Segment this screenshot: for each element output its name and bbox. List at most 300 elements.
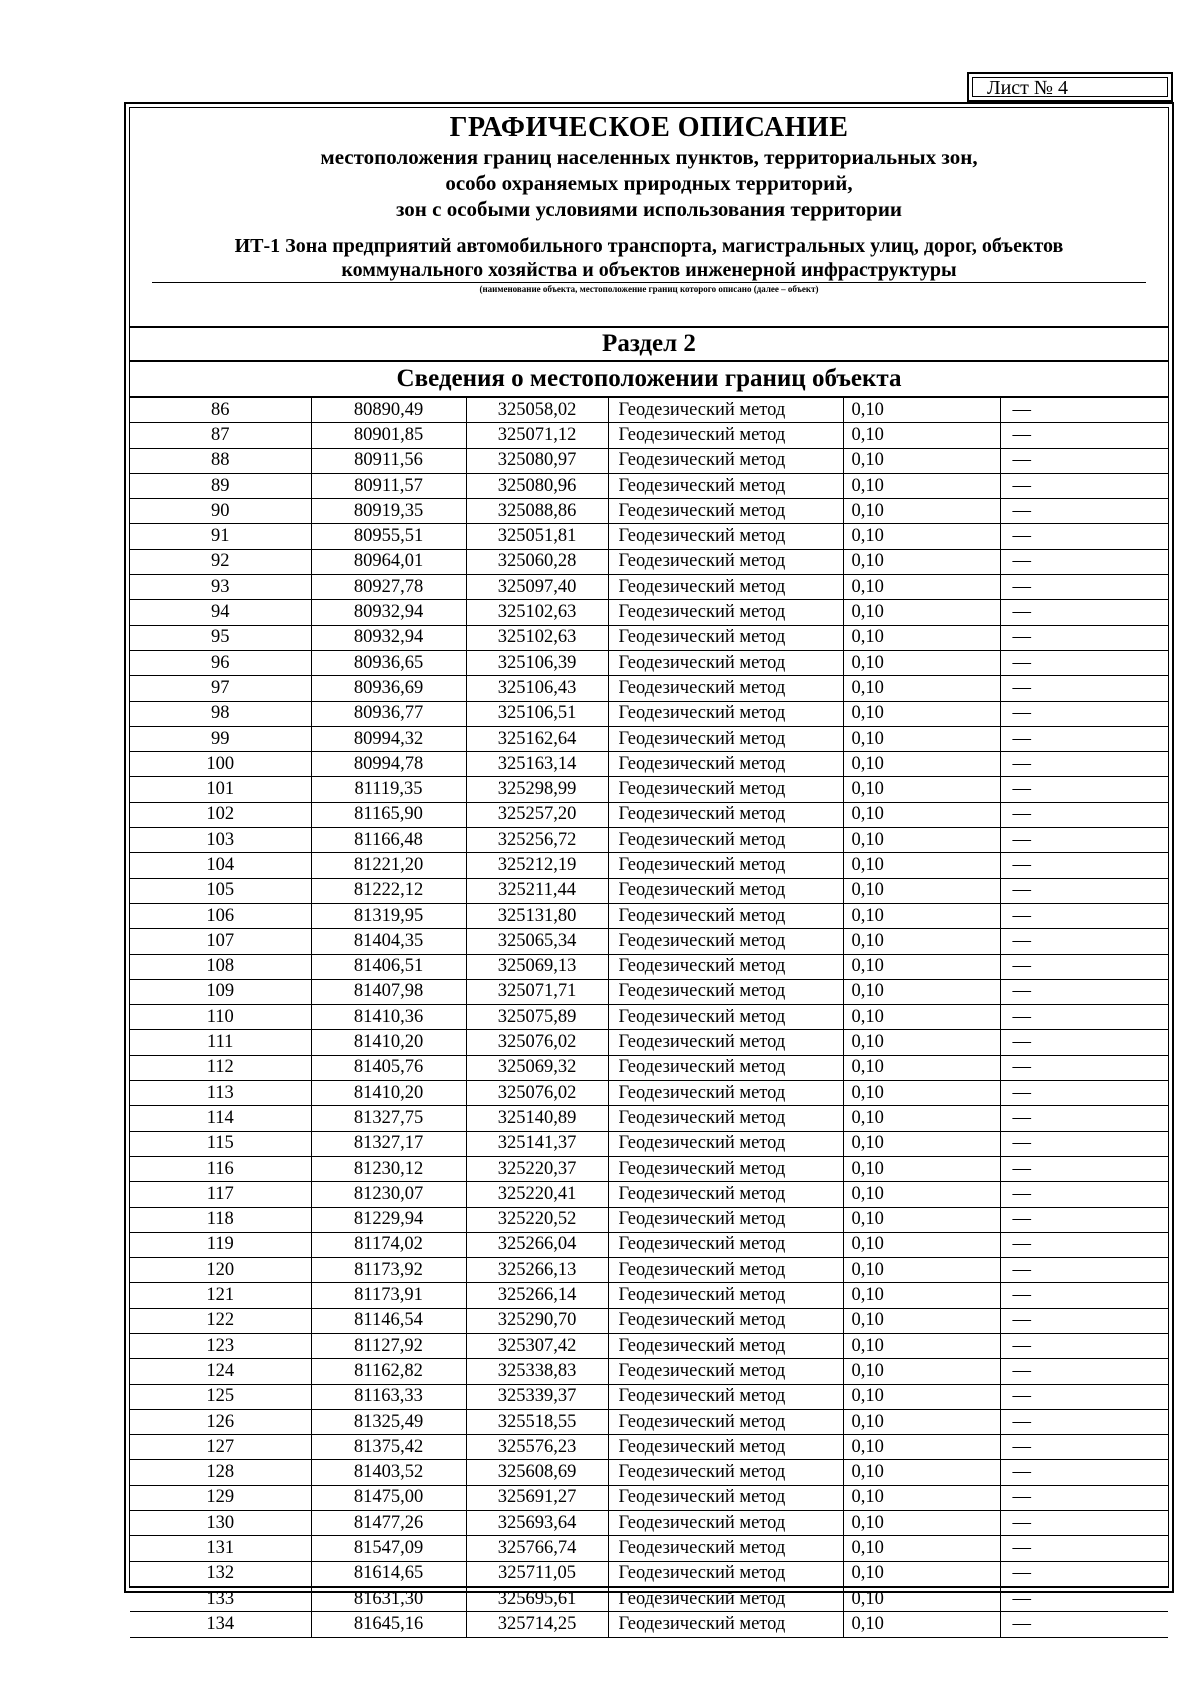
table-row xyxy=(130,398,1168,423)
table-row xyxy=(130,903,1168,928)
accuracy-cell: 0,10 xyxy=(843,549,1000,574)
table-row xyxy=(130,1460,1168,1485)
y-coordinate-cell: 325257,20 xyxy=(466,802,608,827)
accuracy-cell: 0,10 xyxy=(843,752,1000,777)
table-row xyxy=(130,1232,1168,1257)
point-number-cell: 121 xyxy=(130,1283,311,1308)
point-number-cell: 123 xyxy=(130,1333,311,1358)
y-coordinate-cell: 325076,02 xyxy=(466,1081,608,1106)
accuracy-cell: 0,10 xyxy=(843,853,1000,878)
y-coordinate-cell: 325076,02 xyxy=(466,1030,608,1055)
table-row xyxy=(130,650,1168,675)
method-cell: Геодезический метод xyxy=(608,1536,843,1561)
y-coordinate-cell: 325106,39 xyxy=(466,650,608,675)
point-number-cell: 86 xyxy=(130,398,311,423)
x-coordinate-cell: 81404,35 xyxy=(311,929,466,954)
table-row xyxy=(130,575,1168,600)
method-cell: Геодезический метод xyxy=(608,1308,843,1333)
table-row xyxy=(130,448,1168,473)
description-cell: — xyxy=(1000,1561,1168,1586)
description-cell: — xyxy=(1000,1030,1168,1055)
y-coordinate-cell: 325071,12 xyxy=(466,423,608,448)
description-cell: — xyxy=(1000,777,1168,802)
subtitle-line: зон с особыми условиями использования территории xyxy=(395,197,903,221)
point-number-cell: 94 xyxy=(130,600,311,625)
x-coordinate-cell: 80964,01 xyxy=(311,549,466,574)
accuracy-cell: 0,10 xyxy=(843,398,1000,423)
point-number-cell: 125 xyxy=(130,1384,311,1409)
point-number-cell: 108 xyxy=(130,954,311,979)
description-cell: — xyxy=(1000,954,1168,979)
point-number-cell: 120 xyxy=(130,1258,311,1283)
accuracy-cell: 0,10 xyxy=(843,777,1000,802)
section-heading: Сведения о местоположении границ объекта xyxy=(130,362,1168,398)
table-row xyxy=(130,1536,1168,1561)
document-frame xyxy=(124,102,1174,1634)
method-cell: Геодезический метод xyxy=(608,625,843,650)
accuracy-cell: 0,10 xyxy=(843,473,1000,498)
x-coordinate-cell: 81614,65 xyxy=(311,1561,466,1586)
method-cell: Геодезический метод xyxy=(608,929,843,954)
accuracy-cell: 0,10 xyxy=(843,1435,1000,1460)
accuracy-cell: 0,10 xyxy=(843,625,1000,650)
document-title: ГРАФИЧЕСКОЕ ОПИСАНИЕ xyxy=(449,112,849,143)
method-cell: Геодезический метод xyxy=(608,1207,843,1232)
x-coordinate-cell: 81375,42 xyxy=(311,1435,466,1460)
y-coordinate-cell: 325693,64 xyxy=(466,1511,608,1536)
method-cell: Геодезический метод xyxy=(608,1511,843,1536)
x-coordinate-cell: 80932,94 xyxy=(311,625,466,650)
x-coordinate-cell: 81645,16 xyxy=(311,1612,466,1637)
object-name-line: ИТ-1 Зона предприятий автомобильного транспорта, магистральных улиц, дорог, объектов xyxy=(234,235,1064,257)
point-number-cell: 114 xyxy=(130,1106,311,1131)
method-cell: Геодезический метод xyxy=(608,1081,843,1106)
table-row xyxy=(130,1561,1168,1586)
accuracy-cell: 0,10 xyxy=(843,1485,1000,1510)
x-coordinate-cell: 81165,90 xyxy=(311,802,466,827)
x-coordinate-cell: 81173,92 xyxy=(311,1258,466,1283)
x-coordinate-cell: 81410,20 xyxy=(311,1081,466,1106)
accuracy-cell: 0,10 xyxy=(843,1511,1000,1536)
x-coordinate-cell: 80911,56 xyxy=(311,448,466,473)
x-coordinate-cell: 81327,75 xyxy=(311,1106,466,1131)
x-coordinate-cell: 81475,00 xyxy=(311,1485,466,1510)
method-cell: Геодезический метод xyxy=(608,1409,843,1434)
accuracy-cell: 0,10 xyxy=(843,1030,1000,1055)
y-coordinate-cell: 325071,71 xyxy=(466,979,608,1004)
point-number-cell: 126 xyxy=(130,1409,311,1434)
description-cell: — xyxy=(1000,1536,1168,1561)
point-number-cell: 101 xyxy=(130,777,311,802)
y-coordinate-cell: 325075,89 xyxy=(466,1005,608,1030)
method-cell: Геодезический метод xyxy=(608,1359,843,1384)
document-inner-frame xyxy=(129,107,1169,1634)
accuracy-cell: 0,10 xyxy=(843,726,1000,751)
y-coordinate-cell: 325140,89 xyxy=(466,1106,608,1131)
table-row xyxy=(130,752,1168,777)
x-coordinate-cell: 81319,95 xyxy=(311,903,466,928)
section-label: Раздел 2 xyxy=(130,328,1168,362)
table-row xyxy=(130,701,1168,726)
method-cell: Геодезический метод xyxy=(608,1131,843,1156)
description-cell: — xyxy=(1000,398,1168,423)
accuracy-cell: 0,10 xyxy=(843,1232,1000,1257)
point-number-cell: 102 xyxy=(130,802,311,827)
y-coordinate-cell: 325290,70 xyxy=(466,1308,608,1333)
table-row xyxy=(130,853,1168,878)
y-coordinate-cell: 325102,63 xyxy=(466,625,608,650)
y-coordinate-cell: 325576,23 xyxy=(466,1435,608,1460)
method-cell: Геодезический метод xyxy=(608,802,843,827)
y-coordinate-cell: 325069,32 xyxy=(466,1055,608,1080)
y-coordinate-cell: 325088,86 xyxy=(466,499,608,524)
description-cell: — xyxy=(1000,1460,1168,1485)
table-row xyxy=(130,1384,1168,1409)
description-cell: — xyxy=(1000,929,1168,954)
method-cell: Геодезический метод xyxy=(608,1333,843,1358)
y-coordinate-cell: 325220,52 xyxy=(466,1207,608,1232)
y-coordinate-cell: 325266,04 xyxy=(466,1232,608,1257)
table-row xyxy=(130,1359,1168,1384)
accuracy-cell: 0,10 xyxy=(843,929,1000,954)
description-cell: — xyxy=(1000,1232,1168,1257)
y-coordinate-cell: 325220,37 xyxy=(466,1156,608,1181)
point-number-cell: 132 xyxy=(130,1561,311,1586)
table-row xyxy=(130,1283,1168,1308)
accuracy-cell: 0,10 xyxy=(843,1182,1000,1207)
table-row xyxy=(130,929,1168,954)
x-coordinate-cell: 81127,92 xyxy=(311,1333,466,1358)
method-cell: Геодезический метод xyxy=(608,600,843,625)
table-row xyxy=(130,1485,1168,1510)
x-coordinate-cell: 81163,33 xyxy=(311,1384,466,1409)
y-coordinate-cell: 325266,13 xyxy=(466,1258,608,1283)
x-coordinate-cell: 80890,49 xyxy=(311,398,466,423)
description-cell: — xyxy=(1000,1081,1168,1106)
y-coordinate-cell: 325131,80 xyxy=(466,903,608,928)
sheet-number: Лист № 4 xyxy=(972,77,1168,97)
x-coordinate-cell: 80901,85 xyxy=(311,423,466,448)
table-row xyxy=(130,1612,1168,1637)
x-coordinate-cell: 80911,57 xyxy=(311,473,466,498)
method-cell: Геодезический метод xyxy=(608,954,843,979)
accuracy-cell: 0,10 xyxy=(843,903,1000,928)
table-row xyxy=(130,524,1168,549)
description-cell: — xyxy=(1000,1384,1168,1409)
y-coordinate-cell: 325711,05 xyxy=(466,1561,608,1586)
point-number-cell: 107 xyxy=(130,929,311,954)
accuracy-cell: 0,10 xyxy=(843,1333,1000,1358)
method-cell: Геодезический метод xyxy=(608,878,843,903)
description-cell: — xyxy=(1000,1182,1168,1207)
accuracy-cell: 0,10 xyxy=(843,448,1000,473)
accuracy-cell: 0,10 xyxy=(843,1359,1000,1384)
point-number-cell: 133 xyxy=(130,1586,311,1611)
description-cell: — xyxy=(1000,600,1168,625)
table-row xyxy=(130,1005,1168,1030)
point-number-cell: 129 xyxy=(130,1485,311,1510)
y-coordinate-cell: 325339,37 xyxy=(466,1384,608,1409)
y-coordinate-cell: 325051,81 xyxy=(466,524,608,549)
table-row xyxy=(130,1258,1168,1283)
description-cell: — xyxy=(1000,575,1168,600)
point-number-cell: 103 xyxy=(130,828,311,853)
x-coordinate-cell: 81229,94 xyxy=(311,1207,466,1232)
method-cell: Геодезический метод xyxy=(608,1156,843,1181)
coordinates-table-body xyxy=(130,398,1168,1637)
y-coordinate-cell: 325065,34 xyxy=(466,929,608,954)
y-coordinate-cell: 325106,43 xyxy=(466,676,608,701)
method-cell: Геодезический метод xyxy=(608,1460,843,1485)
x-coordinate-cell: 80936,69 xyxy=(311,676,466,701)
accuracy-cell: 0,10 xyxy=(843,676,1000,701)
y-coordinate-cell: 325220,41 xyxy=(466,1182,608,1207)
accuracy-cell: 0,10 xyxy=(843,1055,1000,1080)
table-row xyxy=(130,878,1168,903)
table-row xyxy=(130,499,1168,524)
accuracy-cell: 0,10 xyxy=(843,701,1000,726)
accuracy-cell: 0,10 xyxy=(843,1561,1000,1586)
x-coordinate-cell: 81631,30 xyxy=(311,1586,466,1611)
method-cell: Геодезический метод xyxy=(608,1485,843,1510)
description-cell: — xyxy=(1000,701,1168,726)
point-number-cell: 100 xyxy=(130,752,311,777)
table-row xyxy=(130,1156,1168,1181)
accuracy-cell: 0,10 xyxy=(843,1106,1000,1131)
y-coordinate-cell: 325695,61 xyxy=(466,1586,608,1611)
description-cell: — xyxy=(1000,1131,1168,1156)
table-row xyxy=(130,676,1168,701)
y-coordinate-cell: 325608,69 xyxy=(466,1460,608,1485)
x-coordinate-cell: 81166,48 xyxy=(311,828,466,853)
description-cell: — xyxy=(1000,549,1168,574)
description-cell: — xyxy=(1000,524,1168,549)
accuracy-cell: 0,10 xyxy=(843,1207,1000,1232)
y-coordinate-cell: 325069,13 xyxy=(466,954,608,979)
accuracy-cell: 0,10 xyxy=(843,1308,1000,1333)
table-row xyxy=(130,802,1168,827)
y-coordinate-cell: 325163,14 xyxy=(466,752,608,777)
description-cell: — xyxy=(1000,903,1168,928)
table-row xyxy=(130,1030,1168,1055)
description-cell: — xyxy=(1000,1207,1168,1232)
table-row xyxy=(130,423,1168,448)
method-cell: Геодезический метод xyxy=(608,726,843,751)
point-number-cell: 122 xyxy=(130,1308,311,1333)
description-cell: — xyxy=(1000,625,1168,650)
method-cell: Геодезический метод xyxy=(608,423,843,448)
method-cell: Геодезический метод xyxy=(608,979,843,1004)
table-row xyxy=(130,1182,1168,1207)
accuracy-cell: 0,10 xyxy=(843,1586,1000,1611)
point-number-cell: 113 xyxy=(130,1081,311,1106)
description-cell: — xyxy=(1000,1409,1168,1434)
accuracy-cell: 0,10 xyxy=(843,1536,1000,1561)
description-cell: — xyxy=(1000,878,1168,903)
document-header xyxy=(130,108,1168,328)
table-row xyxy=(130,1333,1168,1358)
table-row xyxy=(130,1131,1168,1156)
point-number-cell: 118 xyxy=(130,1207,311,1232)
subtitle-line: местоположения границ населенных пунктов, территориальных зон, xyxy=(320,145,978,169)
point-number-cell: 99 xyxy=(130,726,311,751)
table-row xyxy=(130,828,1168,853)
accuracy-cell: 0,10 xyxy=(843,828,1000,853)
method-cell: Геодезический метод xyxy=(608,1612,843,1637)
x-coordinate-cell: 81230,12 xyxy=(311,1156,466,1181)
point-number-cell: 91 xyxy=(130,524,311,549)
y-coordinate-cell: 325298,99 xyxy=(466,777,608,802)
y-coordinate-cell: 325102,63 xyxy=(466,600,608,625)
method-cell: Геодезический метод xyxy=(608,1283,843,1308)
description-cell: — xyxy=(1000,676,1168,701)
table-row xyxy=(130,1308,1168,1333)
point-number-cell: 124 xyxy=(130,1359,311,1384)
accuracy-cell: 0,10 xyxy=(843,650,1000,675)
y-coordinate-cell: 325162,64 xyxy=(466,726,608,751)
x-coordinate-cell: 80936,77 xyxy=(311,701,466,726)
accuracy-cell: 0,10 xyxy=(843,878,1000,903)
point-number-cell: 130 xyxy=(130,1511,311,1536)
x-coordinate-cell: 81221,20 xyxy=(311,853,466,878)
description-cell: — xyxy=(1000,1485,1168,1510)
y-coordinate-cell: 325141,37 xyxy=(466,1131,608,1156)
y-coordinate-cell: 325714,25 xyxy=(466,1612,608,1637)
table-row xyxy=(130,600,1168,625)
y-coordinate-cell: 325266,14 xyxy=(466,1283,608,1308)
method-cell: Геодезический метод xyxy=(608,903,843,928)
x-coordinate-cell: 81325,49 xyxy=(311,1409,466,1434)
x-coordinate-cell: 80919,35 xyxy=(311,499,466,524)
y-coordinate-cell: 325060,28 xyxy=(466,549,608,574)
description-cell: — xyxy=(1000,1308,1168,1333)
method-cell: Геодезический метод xyxy=(608,398,843,423)
y-coordinate-cell: 325256,72 xyxy=(466,828,608,853)
point-number-cell: 134 xyxy=(130,1612,311,1637)
point-number-cell: 98 xyxy=(130,701,311,726)
point-number-cell: 87 xyxy=(130,423,311,448)
point-number-cell: 116 xyxy=(130,1156,311,1181)
object-name-underline xyxy=(152,282,1146,283)
method-cell: Геодезический метод xyxy=(608,1561,843,1586)
table-row xyxy=(130,1207,1168,1232)
table-row xyxy=(130,549,1168,574)
point-number-cell: 106 xyxy=(130,903,311,928)
method-cell: Геодезический метод xyxy=(608,1435,843,1460)
accuracy-cell: 0,10 xyxy=(843,1005,1000,1030)
description-cell: — xyxy=(1000,1586,1168,1611)
description-cell: — xyxy=(1000,853,1168,878)
point-number-cell: 95 xyxy=(130,625,311,650)
x-coordinate-cell: 80994,78 xyxy=(311,752,466,777)
x-coordinate-cell: 80936,65 xyxy=(311,650,466,675)
description-cell: — xyxy=(1000,752,1168,777)
x-coordinate-cell: 81407,98 xyxy=(311,979,466,1004)
table-row xyxy=(130,1511,1168,1536)
x-coordinate-cell: 81146,54 xyxy=(311,1308,466,1333)
accuracy-cell: 0,10 xyxy=(843,1460,1000,1485)
description-cell: — xyxy=(1000,802,1168,827)
accuracy-cell: 0,10 xyxy=(843,1258,1000,1283)
subtitle-line: особо охраняемых природных территорий, xyxy=(445,171,853,195)
sheet-number-box xyxy=(967,72,1173,102)
accuracy-cell: 0,10 xyxy=(843,1409,1000,1434)
x-coordinate-cell: 81222,12 xyxy=(311,878,466,903)
method-cell: Геодезический метод xyxy=(608,1005,843,1030)
x-coordinate-cell: 81119,35 xyxy=(311,777,466,802)
coordinates-table xyxy=(130,398,1168,1638)
point-number-cell: 128 xyxy=(130,1460,311,1485)
point-number-cell: 92 xyxy=(130,549,311,574)
accuracy-cell: 0,10 xyxy=(843,600,1000,625)
accuracy-cell: 0,10 xyxy=(843,1612,1000,1637)
description-cell: — xyxy=(1000,1055,1168,1080)
y-coordinate-cell: 325097,40 xyxy=(466,575,608,600)
x-coordinate-cell: 80994,32 xyxy=(311,726,466,751)
point-number-cell: 109 xyxy=(130,979,311,1004)
method-cell: Геодезический метод xyxy=(608,650,843,675)
point-number-cell: 115 xyxy=(130,1131,311,1156)
description-cell: — xyxy=(1000,979,1168,1004)
x-coordinate-cell: 81406,51 xyxy=(311,954,466,979)
point-number-cell: 117 xyxy=(130,1182,311,1207)
accuracy-cell: 0,10 xyxy=(843,1283,1000,1308)
point-number-cell: 110 xyxy=(130,1005,311,1030)
x-coordinate-cell: 80927,78 xyxy=(311,575,466,600)
point-number-cell: 119 xyxy=(130,1232,311,1257)
y-coordinate-cell: 325080,96 xyxy=(466,473,608,498)
y-coordinate-cell: 325212,19 xyxy=(466,853,608,878)
table-row xyxy=(130,1055,1168,1080)
description-cell: — xyxy=(1000,726,1168,751)
table-row xyxy=(130,1081,1168,1106)
method-cell: Геодезический метод xyxy=(608,1258,843,1283)
description-cell: — xyxy=(1000,1359,1168,1384)
accuracy-cell: 0,10 xyxy=(843,979,1000,1004)
y-coordinate-cell: 325211,44 xyxy=(466,878,608,903)
method-cell: Геодезический метод xyxy=(608,499,843,524)
y-coordinate-cell: 325766,74 xyxy=(466,1536,608,1561)
point-number-cell: 88 xyxy=(130,448,311,473)
point-number-cell: 105 xyxy=(130,878,311,903)
x-coordinate-cell: 81410,36 xyxy=(311,1005,466,1030)
method-cell: Геодезический метод xyxy=(608,549,843,574)
description-cell: — xyxy=(1000,1258,1168,1283)
point-number-cell: 90 xyxy=(130,499,311,524)
x-coordinate-cell: 81547,09 xyxy=(311,1536,466,1561)
description-cell: — xyxy=(1000,828,1168,853)
object-caption: (наименование объекта, местоположение границ которого описано (далее – объект) xyxy=(479,284,819,294)
x-coordinate-cell: 80932,94 xyxy=(311,600,466,625)
method-cell: Геодезический метод xyxy=(608,752,843,777)
method-cell: Геодезический метод xyxy=(608,828,843,853)
method-cell: Геодезический метод xyxy=(608,1106,843,1131)
method-cell: Геодезический метод xyxy=(608,1030,843,1055)
x-coordinate-cell: 81405,76 xyxy=(311,1055,466,1080)
description-cell: — xyxy=(1000,1106,1168,1131)
x-coordinate-cell: 80955,51 xyxy=(311,524,466,549)
accuracy-cell: 0,10 xyxy=(843,1384,1000,1409)
x-coordinate-cell: 81162,82 xyxy=(311,1359,466,1384)
description-cell: — xyxy=(1000,499,1168,524)
accuracy-cell: 0,10 xyxy=(843,499,1000,524)
description-cell: — xyxy=(1000,1511,1168,1536)
table-row xyxy=(130,777,1168,802)
x-coordinate-cell: 81327,17 xyxy=(311,1131,466,1156)
accuracy-cell: 0,10 xyxy=(843,524,1000,549)
method-cell: Геодезический метод xyxy=(608,676,843,701)
point-number-cell: 104 xyxy=(130,853,311,878)
